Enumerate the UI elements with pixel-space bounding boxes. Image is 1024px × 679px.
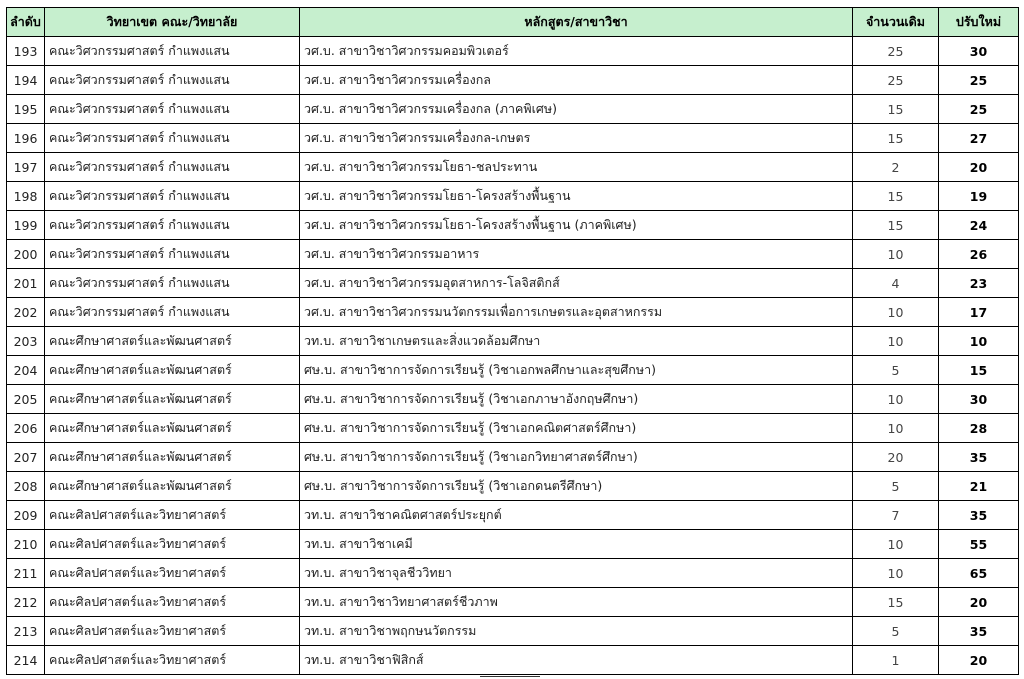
table-row: [7, 327, 1019, 356]
revised-quota-cell: 24: [939, 211, 1019, 240]
original-quota-cell: 15: [853, 588, 939, 617]
faculty-cell: คณะศิลปศาสตร์และวิทยาศาสตร์: [45, 559, 300, 588]
faculty-cell: คณะศึกษาศาสตร์และพัฒนศาสตร์: [45, 356, 300, 385]
revised-quota-cell: 10: [939, 327, 1019, 356]
faculty-cell: คณะวิศวกรรมศาสตร์ กำแพงแสน: [45, 182, 300, 211]
row-number: 204: [7, 356, 45, 385]
program-cell: วท.บ. สาขาวิชาฟิสิกส์: [300, 646, 853, 675]
program-cell: ศษ.บ. สาขาวิชาการจัดการเรียนรู้ (วิชาเอกพลศึกษาและสุขศึกษา): [300, 356, 853, 385]
row-number: 194: [7, 66, 45, 95]
faculty-cell: คณะศิลปศาสตร์และวิทยาศาสตร์: [45, 617, 300, 646]
original-quota-cell: 15: [853, 124, 939, 153]
row-number: 200: [7, 240, 45, 269]
program-cell: ศษ.บ. สาขาวิชาการจัดการเรียนรู้ (วิชาเอกคณิตศาสตร์ศึกษา): [300, 414, 853, 443]
program-cell: วศ.บ. สาขาวิชาวิศวกรรมเครื่องกล: [300, 66, 853, 95]
revised-quota-cell: 20: [939, 588, 1019, 617]
original-quota-cell: 10: [853, 559, 939, 588]
table-row: [7, 240, 1019, 269]
program-cell: ศษ.บ. สาขาวิชาการจัดการเรียนรู้ (วิชาเอกวิทยาศาสตร์ศึกษา): [300, 443, 853, 472]
program-cell: วท.บ. สาขาวิชาเคมี: [300, 530, 853, 559]
revised-quota-cell: 28: [939, 414, 1019, 443]
header-faculty: วิทยาเขต คณะ/วิทยาลัย: [45, 8, 300, 37]
revised-quota-cell: 30: [939, 37, 1019, 66]
original-quota-cell: 10: [853, 414, 939, 443]
row-number: 197: [7, 153, 45, 182]
original-quota-cell: 10: [853, 327, 939, 356]
program-cell: วศ.บ. สาขาวิชาวิศวกรรมโยธา-โครงสร้างพื้นฐาน (ภาคพิเศษ): [300, 211, 853, 240]
faculty-cell: คณะวิศวกรรมศาสตร์ กำแพงแสน: [45, 95, 300, 124]
header-program: หลักสูตร/สาขาวิชา: [300, 8, 853, 37]
original-quota-cell: 10: [853, 385, 939, 414]
faculty-cell: คณะวิศวกรรมศาสตร์ กำแพงแสน: [45, 124, 300, 153]
original-quota-cell: 2: [853, 153, 939, 182]
original-quota-cell: 10: [853, 240, 939, 269]
table-row: [7, 124, 1019, 153]
table-row: [7, 37, 1019, 66]
faculty-cell: คณะวิศวกรรมศาสตร์ กำแพงแสน: [45, 298, 300, 327]
table-row: [7, 385, 1019, 414]
row-number: 205: [7, 385, 45, 414]
header-no: ลำดับ: [7, 8, 45, 37]
row-number: 209: [7, 501, 45, 530]
table-row: [7, 356, 1019, 385]
revised-quota-cell: 55: [939, 530, 1019, 559]
revised-quota-cell: 30: [939, 385, 1019, 414]
table-row: [7, 95, 1019, 124]
table-row: [7, 472, 1019, 501]
page-footer-fragment: [480, 673, 550, 679]
table-row: [7, 211, 1019, 240]
row-number: 203: [7, 327, 45, 356]
original-quota-cell: 15: [853, 95, 939, 124]
row-number: 201: [7, 269, 45, 298]
revised-quota-cell: 20: [939, 153, 1019, 182]
row-number: 196: [7, 124, 45, 153]
program-cell: วศ.บ. สาขาวิชาวิศวกรรมเครื่องกล-เกษตร: [300, 124, 853, 153]
faculty-cell: คณะศิลปศาสตร์และวิทยาศาสตร์: [45, 646, 300, 675]
revised-quota-cell: 23: [939, 269, 1019, 298]
table-row: [7, 182, 1019, 211]
original-quota-cell: 15: [853, 211, 939, 240]
table-row: [7, 443, 1019, 472]
table-row: [7, 501, 1019, 530]
original-quota-cell: 5: [853, 617, 939, 646]
revised-quota-cell: 65: [939, 559, 1019, 588]
faculty-cell: คณะศิลปศาสตร์และวิทยาศาสตร์: [45, 588, 300, 617]
original-quota-cell: 20: [853, 443, 939, 472]
original-quota-cell: 25: [853, 37, 939, 66]
program-cell: วศ.บ. สาขาวิชาวิศวกรรมเครื่องกล (ภาคพิเศษ): [300, 95, 853, 124]
faculty-cell: คณะวิศวกรรมศาสตร์ กำแพงแสน: [45, 211, 300, 240]
row-number: 195: [7, 95, 45, 124]
original-quota-cell: 15: [853, 182, 939, 211]
table-row: [7, 66, 1019, 95]
original-quota-cell: 4: [853, 269, 939, 298]
row-number: 193: [7, 37, 45, 66]
original-quota-cell: 10: [853, 530, 939, 559]
faculty-cell: คณะวิศวกรรมศาสตร์ กำแพงแสน: [45, 37, 300, 66]
revised-quota-cell: 25: [939, 95, 1019, 124]
table-header: [7, 8, 1019, 37]
faculty-cell: คณะวิศวกรรมศาสตร์ กำแพงแสน: [45, 153, 300, 182]
program-cell: วศ.บ. สาขาวิชาวิศวกรรมอาหาร: [300, 240, 853, 269]
revised-quota-cell: 35: [939, 501, 1019, 530]
header-row: [7, 8, 1019, 37]
enrollment-table: [6, 7, 1019, 675]
faculty-cell: คณะวิศวกรรมศาสตร์ กำแพงแสน: [45, 240, 300, 269]
header-revised: ปรับใหม่: [939, 8, 1019, 37]
row-number: 212: [7, 588, 45, 617]
faculty-cell: คณะศึกษาศาสตร์และพัฒนศาสตร์: [45, 385, 300, 414]
original-quota-cell: 5: [853, 356, 939, 385]
row-number: 202: [7, 298, 45, 327]
faculty-cell: คณะศิลปศาสตร์และวิทยาศาสตร์: [45, 530, 300, 559]
revised-quota-cell: 27: [939, 124, 1019, 153]
row-number: 213: [7, 617, 45, 646]
original-quota-cell: 25: [853, 66, 939, 95]
program-cell: วท.บ. สาขาวิชาจุลชีววิทยา: [300, 559, 853, 588]
original-quota-cell: 5: [853, 472, 939, 501]
program-cell: วท.บ. สาขาวิชาพฤกษนวัตกรรม: [300, 617, 853, 646]
faculty-cell: คณะศึกษาศาสตร์และพัฒนศาสตร์: [45, 472, 300, 501]
revised-quota-cell: 19: [939, 182, 1019, 211]
program-cell: วศ.บ. สาขาวิชาวิศวกรรมคอมพิวเตอร์: [300, 37, 853, 66]
table-row: [7, 298, 1019, 327]
program-cell: วศ.บ. สาขาวิชาวิศวกรรมโยธา-โครงสร้างพื้นฐาน: [300, 182, 853, 211]
table-row: [7, 588, 1019, 617]
row-number: 214: [7, 646, 45, 675]
table-row: [7, 269, 1019, 298]
revised-quota-cell: 20: [939, 646, 1019, 675]
table-row: [7, 530, 1019, 559]
revised-quota-cell: 17: [939, 298, 1019, 327]
program-cell: วท.บ. สาขาวิชาวิทยาศาสตร์ชีวภาพ: [300, 588, 853, 617]
program-cell: วท.บ. สาขาวิชาคณิตศาสตร์ประยุกต์: [300, 501, 853, 530]
row-number: 207: [7, 443, 45, 472]
table-row: [7, 414, 1019, 443]
program-cell: ศษ.บ. สาขาวิชาการจัดการเรียนรู้ (วิชาเอกดนตรีศึกษา): [300, 472, 853, 501]
faculty-cell: คณะศึกษาศาสตร์และพัฒนศาสตร์: [45, 443, 300, 472]
row-number: 198: [7, 182, 45, 211]
revised-quota-cell: 35: [939, 617, 1019, 646]
program-cell: วศ.บ. สาขาวิชาวิศวกรรมนวัตกรรมเพื่อการเกษตรและอุตสาหกรรม: [300, 298, 853, 327]
header-original: จำนวนเดิม: [853, 8, 939, 37]
revised-quota-cell: 15: [939, 356, 1019, 385]
faculty-cell: คณะวิศวกรรมศาสตร์ กำแพงแสน: [45, 66, 300, 95]
faculty-cell: คณะศึกษาศาสตร์และพัฒนศาสตร์: [45, 414, 300, 443]
table-row: [7, 617, 1019, 646]
table-row: [7, 153, 1019, 182]
original-quota-cell: 10: [853, 298, 939, 327]
program-cell: ศษ.บ. สาขาวิชาการจัดการเรียนรู้ (วิชาเอกภาษาอังกฤษศึกษา): [300, 385, 853, 414]
program-cell: วศ.บ. สาขาวิชาวิศวกรรมโยธา-ชลประทาน: [300, 153, 853, 182]
row-number: 199: [7, 211, 45, 240]
table-body: [7, 37, 1019, 675]
program-cell: วท.บ. สาขาวิชาเกษตรและสิ่งแวดล้อมศึกษา: [300, 327, 853, 356]
revised-quota-cell: 25: [939, 66, 1019, 95]
row-number: 206: [7, 414, 45, 443]
faculty-cell: คณะศึกษาศาสตร์และพัฒนศาสตร์: [45, 327, 300, 356]
table-row: [7, 559, 1019, 588]
program-cell: วศ.บ. สาขาวิชาวิศวกรรมอุตสาหการ-โลจิสติกส์: [300, 269, 853, 298]
table-row: [7, 646, 1019, 675]
row-number: 210: [7, 530, 45, 559]
faculty-cell: คณะศิลปศาสตร์และวิทยาศาสตร์: [45, 501, 300, 530]
original-quota-cell: 1: [853, 646, 939, 675]
document-page: [6, 7, 1018, 675]
revised-quota-cell: 21: [939, 472, 1019, 501]
faculty-cell: คณะวิศวกรรมศาสตร์ กำแพงแสน: [45, 269, 300, 298]
row-number: 211: [7, 559, 45, 588]
row-number: 208: [7, 472, 45, 501]
original-quota-cell: 7: [853, 501, 939, 530]
revised-quota-cell: 35: [939, 443, 1019, 472]
revised-quota-cell: 26: [939, 240, 1019, 269]
